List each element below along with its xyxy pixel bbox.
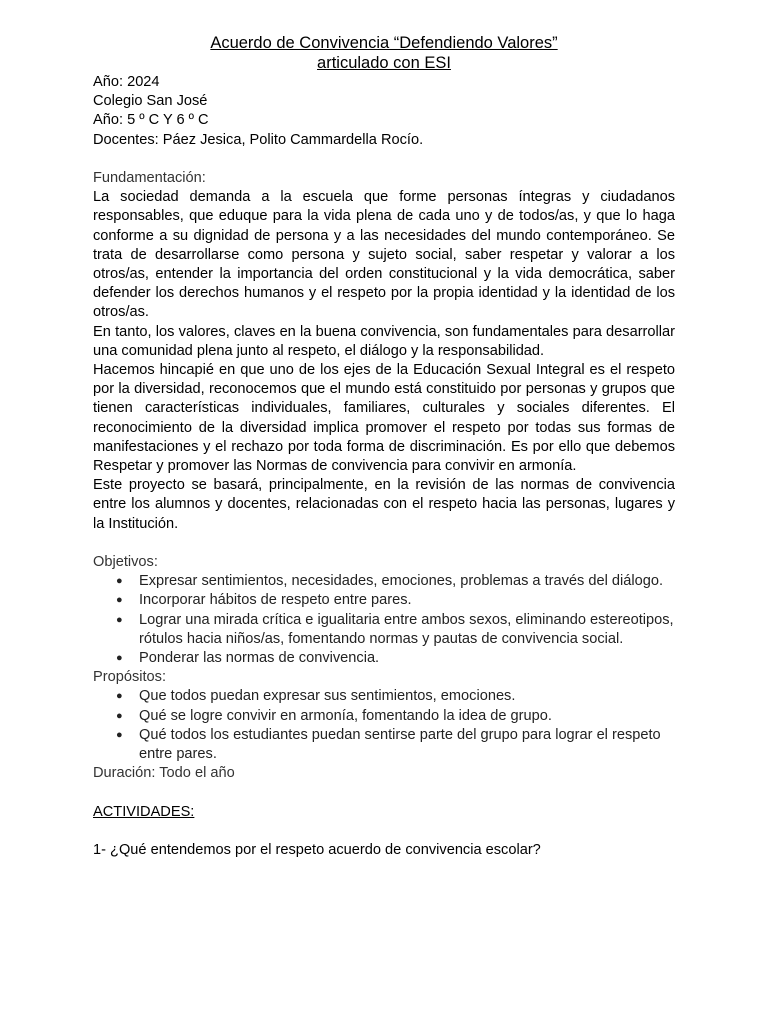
title-line-2: articulado con ESI	[317, 54, 451, 72]
list-item-text: Ponderar las normas de convivencia.	[139, 650, 380, 667]
list-item	[93, 572, 675, 591]
bullet-icon: ●	[116, 575, 123, 588]
list-item-text: Qué todos los estudiantes puedan sentirse parte del grupo para lograr el respeto entre pares.	[139, 726, 661, 763]
spacer	[93, 150, 675, 169]
meta-grades: Año: 5 º C Y 6 º C	[93, 112, 209, 129]
duracion-text: Duración: Todo el año	[93, 765, 235, 782]
list-item	[93, 611, 675, 649]
list-item-text: Expresar sentimientos, necesidades, emociones, problemas a través del diálogo.	[139, 573, 664, 590]
list-item-text: Incorporar hábitos de respeto entre pares.	[139, 592, 412, 609]
actividades-heading: ACTIVIDADES:	[93, 803, 195, 820]
title-line-1: Acuerdo de Convivencia “Defendiendo Valores”	[210, 34, 558, 52]
actividad-question-1: 1- ¿Qué entendemos por el respeto acuerdo de convivencia escolar?	[93, 842, 541, 859]
fundamentacion-heading: Fundamentación:	[93, 170, 206, 186]
objetivos-heading: Objetivos:	[93, 554, 158, 571]
bullet-icon: ●	[116, 652, 123, 665]
bullet-icon: ●	[116, 709, 123, 722]
fundamentacion-paragraph: Hacemos hincapié en que uno de los ejes de la Educación Sexual Integral es el respeto por la diversidad, reconocemos que el mundo está constituido por personas y grupos que tienen características individuales, familiares, culturales y sociales diferentes. El reconocimiento de la diversidad implica promover el respeto por todas sus formas de manifestaciones y el rechazo por toda forma de discriminación. Es por ello que debemos Respetar y promover las Normas de convivencia para convivir en armonía.	[93, 362, 675, 475]
list-item-text: Que todos puedan expresar sus sentimientos, emociones.	[139, 688, 516, 705]
spacer	[93, 822, 675, 841]
propositos-list	[93, 687, 675, 764]
objetivos-list	[93, 572, 675, 668]
fundamentacion-paragraph: En tanto, los valores, claves en la buena convivencia, son fundamentales para desarrollar una comunidad plena junto al respeto, el diálogo y la responsabilidad.	[93, 323, 675, 359]
meta-teachers: Docentes: Páez Jesica, Polito Cammardella Rocío.	[93, 131, 424, 148]
meta-school: Colegio San José	[93, 93, 208, 110]
list-item-text: Lograr una mirada crítica e igualitaria entre ambos sexos, eliminando estereotipos, rótulos hacia niños/as, fomentando normas y pautas de convivencia social.	[139, 611, 674, 647]
meta-year: Año: 2024	[93, 74, 160, 90]
propositos-heading: Propósitos:	[93, 669, 167, 686]
fundamentacion-paragraph: La sociedad demanda a la escuela que forme personas íntegras y ciudadanos responsables, que eduque para la vida plena de cada uno y de todos/as, y que lo haga conforme a su dignidad de persona y a las necesidades del mundo contemporáneo. Se trata de desarrollarse como persona y sujeto social, saber respetar y valorar a los otros/as, entender la importancia del orden constitucional y la vida democrática, saber defender los derechos humanos y el respeto por la propia identidad y la identidad de los otros/as.	[93, 189, 675, 321]
spacer	[93, 783, 675, 802]
list-item	[93, 707, 675, 726]
bullet-icon: ●	[116, 594, 123, 607]
list-item	[93, 591, 675, 610]
list-item	[93, 649, 675, 668]
list-item	[93, 726, 675, 764]
list-item	[93, 687, 675, 706]
document-meta	[93, 73, 675, 150]
bullet-icon: ●	[116, 690, 123, 703]
spacer	[93, 534, 675, 553]
document-title	[93, 33, 675, 73]
bullet-icon: ●	[116, 728, 123, 741]
bullet-icon: ●	[116, 613, 123, 626]
fundamentacion-paragraph: Este proyecto se basará, principalmente, en la revisión de las normas de convivencia entre los alumnos y docentes, relacionadas con el respeto hacia las personas, lugares y la Institución.	[93, 477, 675, 532]
list-item-text: Qué se logre convivir en armonía, fomentando la idea de grupo.	[139, 707, 552, 724]
